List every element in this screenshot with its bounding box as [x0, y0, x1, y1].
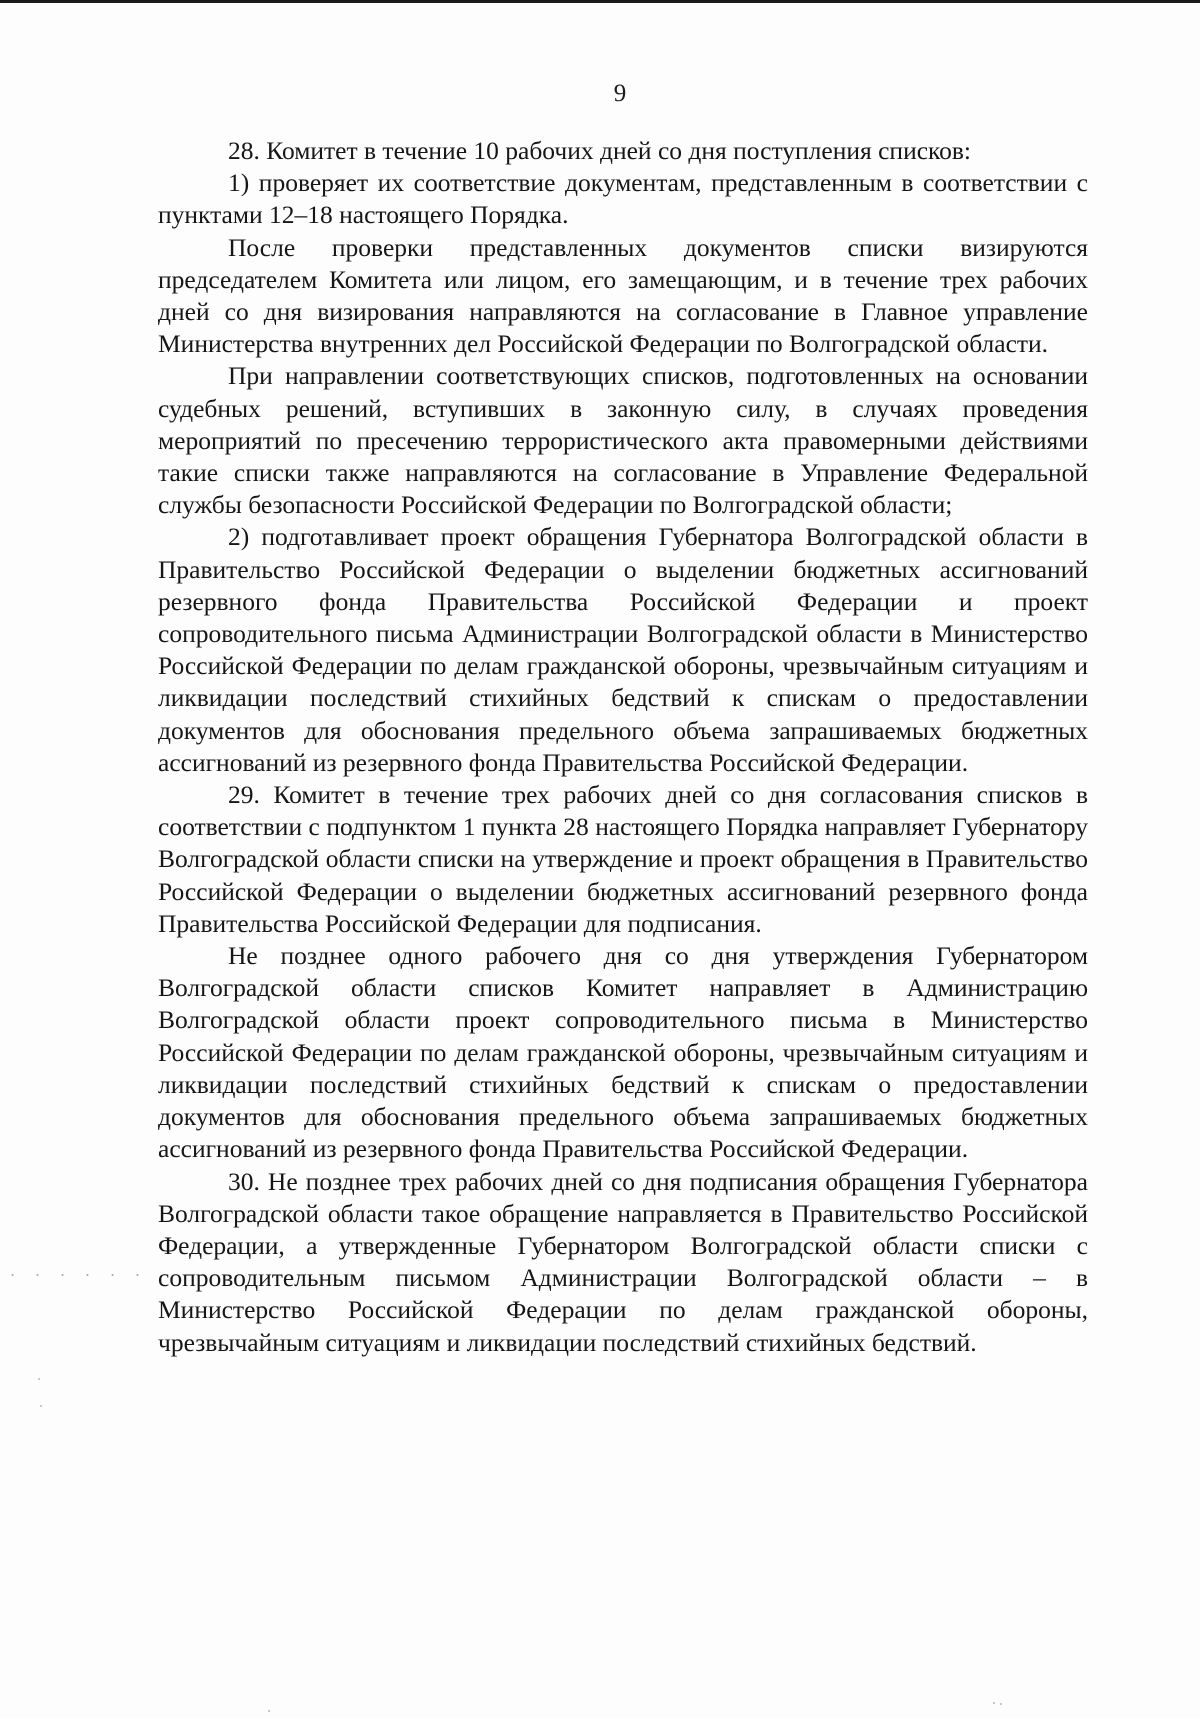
paragraph-28-subitem-1: 1) проверяет их соответствие документам, представленным в соответствии с пунктами 12–18 настоящего Порядка. — [158, 168, 1088, 230]
paragraph-30: 30. Не позднее трех рабочих дней со дня подписания обращения Губернатора Волгоградской области такое обращение направляется в Правительство Российской Федерации, а утвержденные Губернатором Волгоградской области списки с сопроводительным письмом Администрации Волгоградской области – в Министерство Российской Федерации по делам гражданской обороны, чрезвычайным ситуациям и ликвидации последствий стихийных бедствий. — [158, 1166, 1088, 1357]
scan-artifact-speck — [40, 1405, 42, 1407]
scan-artifact-speck — [268, 1710, 270, 1712]
paragraph-28-subitem-2: 2) подготавливает проект обращения Губернатора Волгоградской области в Правительство Российской Федерации о выделении бюджетных ассигнований резервного фонда Правительства Российской Федерации и проект сопроводительного письма Администрации Волгоградской области в Министерство Российской Федерации по делам гражданской обороны, чрезвычайным ситуациям и ликвидации последствий стихийных бедствий к спискам о предоставлении документов для обоснования предельного объема запрашиваемых бюджетных ассигнований из резервного фонда Правительства Российской Федерации. — [158, 522, 1088, 777]
scan-artifact-speck — [1000, 1703, 1002, 1705]
document-body — [158, 135, 1088, 1359]
scan-artifact-speck — [38, 1378, 40, 1380]
scan-artifact-speck — [993, 1702, 995, 1704]
page-number: 9 — [613, 80, 627, 107]
paragraph-29-approval: Не позднее одного рабочего дня со дня утверждения Губернатором Волгоградской области списков Комитет направляет в Администрацию Волгоградской области проект сопроводительного письма в Министерство Российской Федерации по делам гражданской обороны, чрезвычайным ситуациям и ликвидации последствий стихийных бедствий к спискам о предоставлении документов для обоснования предельного объема запрашиваемых бюджетных ассигнований из резервного фонда Правительства Российской Федерации. — [158, 941, 1088, 1164]
scan-artifact-dots — [0, 1272, 150, 1278]
paragraph-29: 29. Комитет в течение трех рабочих дней со дня согласования списков в соответствии с подпунктом 1 пункта 28 настоящего Порядка направляет Губернатору Волгоградской области списки на утверждение и проект обращения в Правительство Российской Федерации о выделении бюджетных ассигнований резервного фонда Правительства Российской Федерации для подписания. — [158, 780, 1088, 938]
paragraph-28-intro: 28. Комитет в течение 10 рабочих дней со дня поступления списков: — [228, 136, 972, 165]
scan-top-border — [0, 0, 1200, 3]
paragraph-fsb-approval: При направлении соответствующих списков, подготовленных на основании судебных решений, вступивших в законную силу, в случаях проведения мероприятий по пресечению террористического акта правомерными действиями такие списки также направляются на согласование в Управление Федеральной службы безопасности Российской Федерации по Волгоградской области; — [158, 361, 1088, 520]
paragraph-after-check: После проверки представленных документов списки визируются председателем Комитета или лицом, его замещающим, и в течение трех рабочих дней со дня визирования направляются на согласование в Главное управление Министерства внутренних дел Российской Федерации по Волгоградской области. — [158, 232, 1088, 359]
